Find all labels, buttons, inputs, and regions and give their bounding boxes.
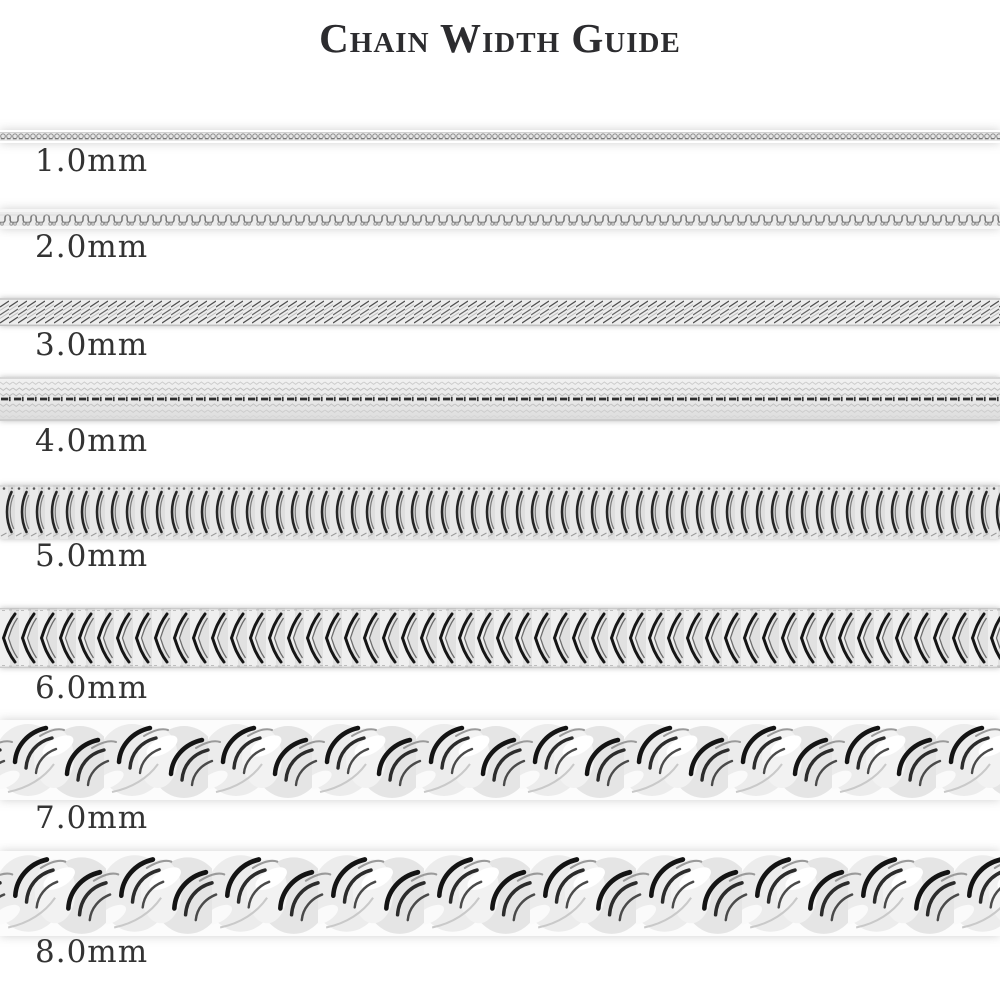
chain-width-label: 7.0mm	[35, 800, 149, 836]
chain-width-label: 2.0mm	[35, 229, 149, 265]
chain-image-8.0mm-rope	[0, 851, 1000, 936]
chain-width-label: 1.0mm	[35, 143, 149, 179]
chain-image-6.0mm-snake	[0, 608, 1000, 668]
chain-width-label: 4.0mm	[35, 423, 149, 459]
page-title: Chain Width Guide	[319, 15, 681, 61]
chain-width-label: 3.0mm	[35, 327, 149, 363]
chain-width-label: 5.0mm	[35, 538, 149, 574]
chain-image-2.0mm-box	[0, 209, 1000, 229]
chain-image-1.0mm-box	[0, 130, 1000, 143]
chain-width-label: 6.0mm	[35, 670, 149, 706]
chain-image-3.0mm-snake	[0, 298, 1000, 326]
chain-image-7.0mm-rope	[0, 720, 1000, 800]
chain-image-5.0mm-snake	[0, 485, 1000, 539]
chain-width-label: 8.0mm	[35, 934, 149, 970]
chain-image-4.0mm-snake	[0, 377, 1000, 421]
